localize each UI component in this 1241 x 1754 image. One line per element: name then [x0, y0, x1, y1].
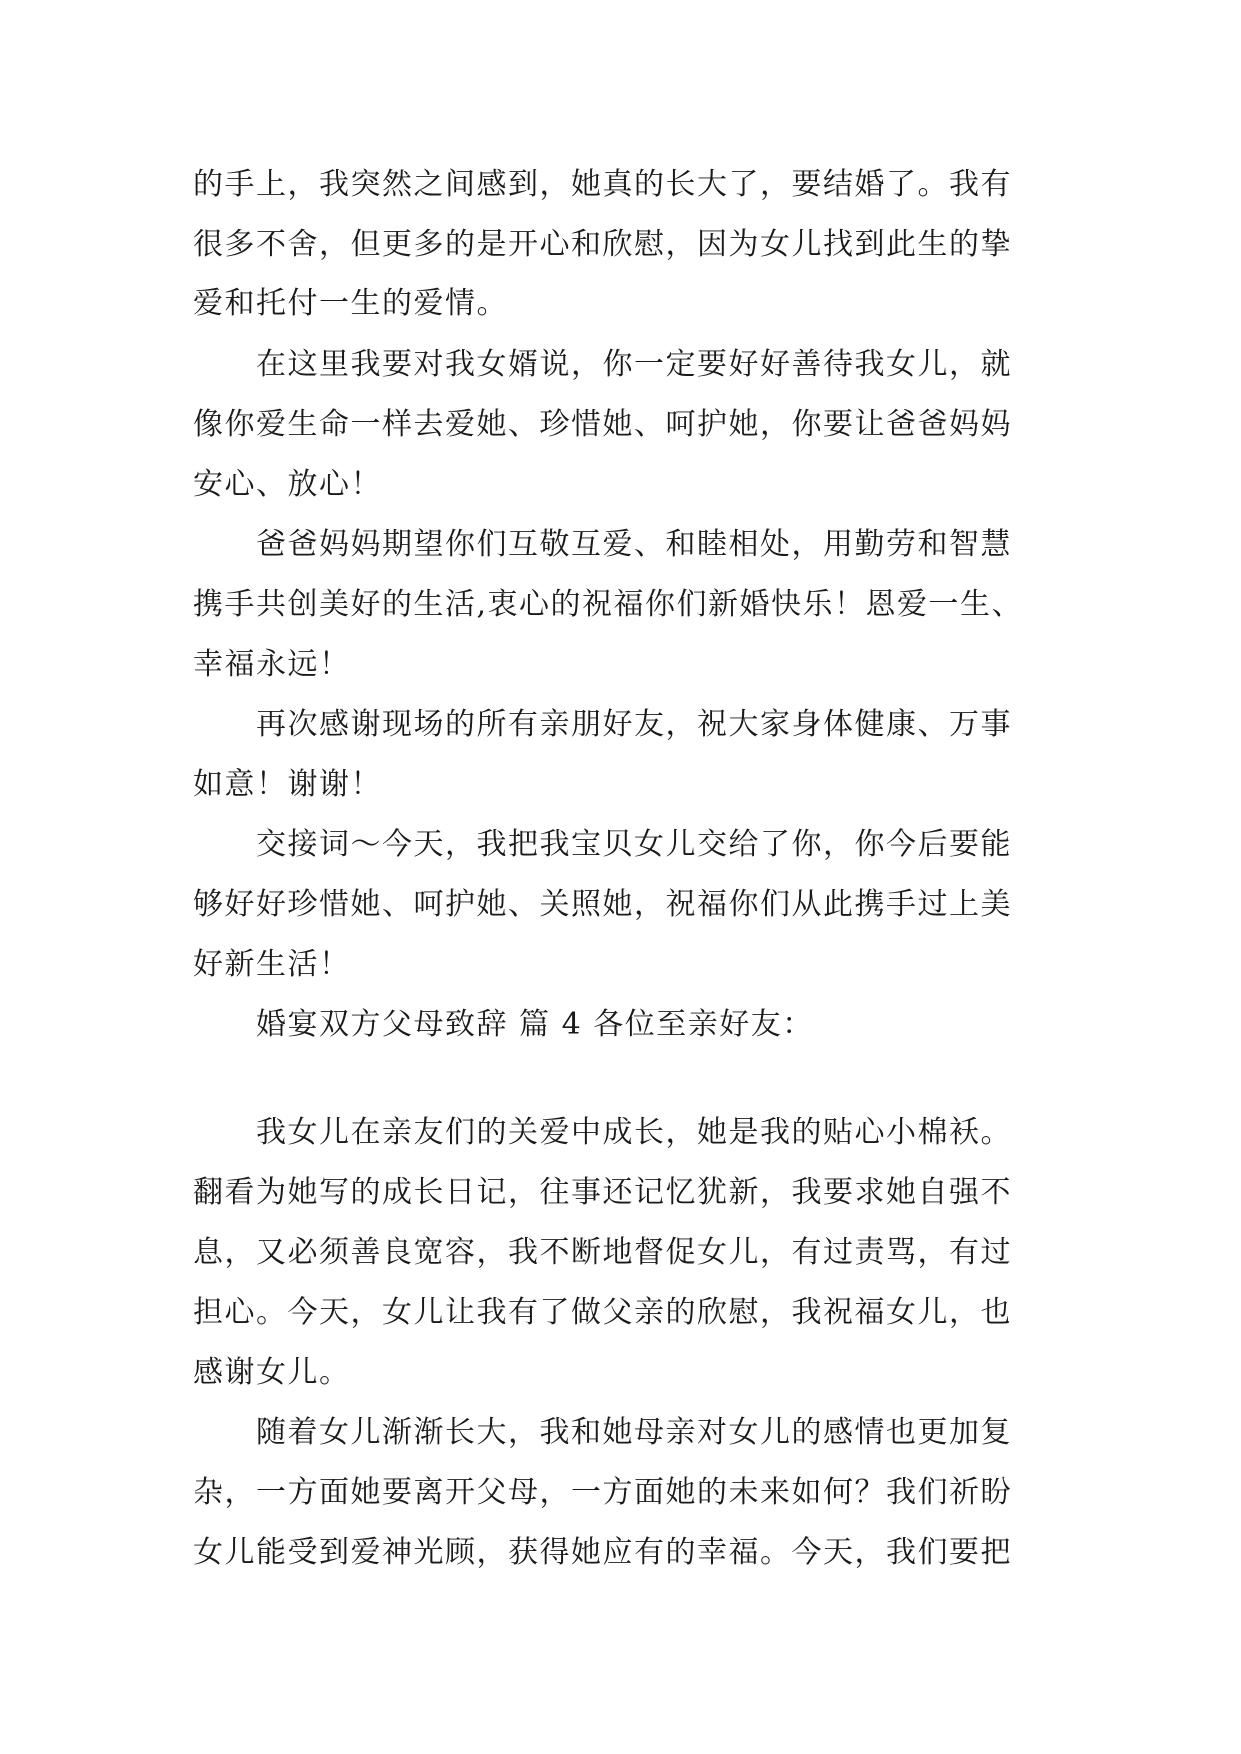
paragraph-3-line-3: 幸福永远！ — [193, 647, 351, 682]
paragraph-1-line-3: 爱和托付一生的爱情。 — [193, 286, 508, 321]
paragraph-3-line-2: 携手共创美好的生活,衷心的祝福你们新婚快乐！恩爱一生、 — [193, 587, 1024, 622]
paragraph-7-line-3: 息，又必须善良宽容，我不断地督促女儿，有过责骂，有过 — [193, 1235, 1012, 1270]
paragraph-2-line-2: 像你爱生命一样去爱她、珍惜她、呵护她，你要让爸爸妈妈 — [193, 407, 1012, 442]
paragraph-5-line-2: 够好好珍惜她、呵护她、关照她，祝福你们从此携手过上美 — [193, 887, 1012, 922]
paragraph-7-line-5: 感谢女儿。 — [193, 1355, 351, 1390]
paragraph-2-line-1: 在这里我要对我女婿说，你一定要好好善待我女儿，就 — [256, 347, 1012, 382]
paragraph-1-line-1: 的手上，我突然之间感到，她真的长大了，要结婚了。我有 — [193, 167, 1012, 202]
paragraph-8-line-2: 杂，一方面她要离开父母，一方面她的未来如何？我们祈盼 — [193, 1475, 1012, 1510]
paragraph-8-line-1: 随着女儿渐渐长大，我和她母亲对女儿的感情也更加复 — [256, 1415, 1012, 1450]
paragraph-1-line-2: 很多不舍，但更多的是开心和欣慰，因为女儿找到此生的挚 — [193, 227, 1012, 262]
paragraph-7-line-1: 我女儿在亲友们的关爱中成长，她是我的贴心小棉袄。 — [256, 1115, 1012, 1150]
paragraph-3-line-1: 爸爸妈妈期望你们互敬互爱、和睦相处，用勤劳和智慧 — [256, 527, 1012, 562]
paragraph-8-line-3: 女儿能受到爱神光顾，获得她应有的幸福。今天，我们要把 — [193, 1535, 1012, 1570]
paragraph-5-line-1: 交接词～今天，我把我宝贝女儿交给了你，你今后要能 — [256, 827, 1012, 862]
paragraph-2-line-3: 安心、放心！ — [193, 467, 382, 502]
paragraph-7-line-2: 翻看为她写的成长日记，往事还记忆犹新，我要求她自强不 — [193, 1175, 1012, 1210]
paragraph-5-line-3: 好新生活！ — [193, 947, 351, 982]
paragraph-7-line-4: 担心。今天，女儿让我有了做父亲的欣慰，我祝福女儿，也 — [193, 1295, 1012, 1330]
paragraph-4-line-2: 如意！谢谢！ — [193, 767, 382, 802]
paragraph-4-line-1: 再次感谢现场的所有亲朋好友，祝大家身体健康、万事 — [256, 707, 1012, 742]
section-heading: 婚宴双方父母致辞 篇 4 各位至亲好友： — [256, 1007, 814, 1042]
